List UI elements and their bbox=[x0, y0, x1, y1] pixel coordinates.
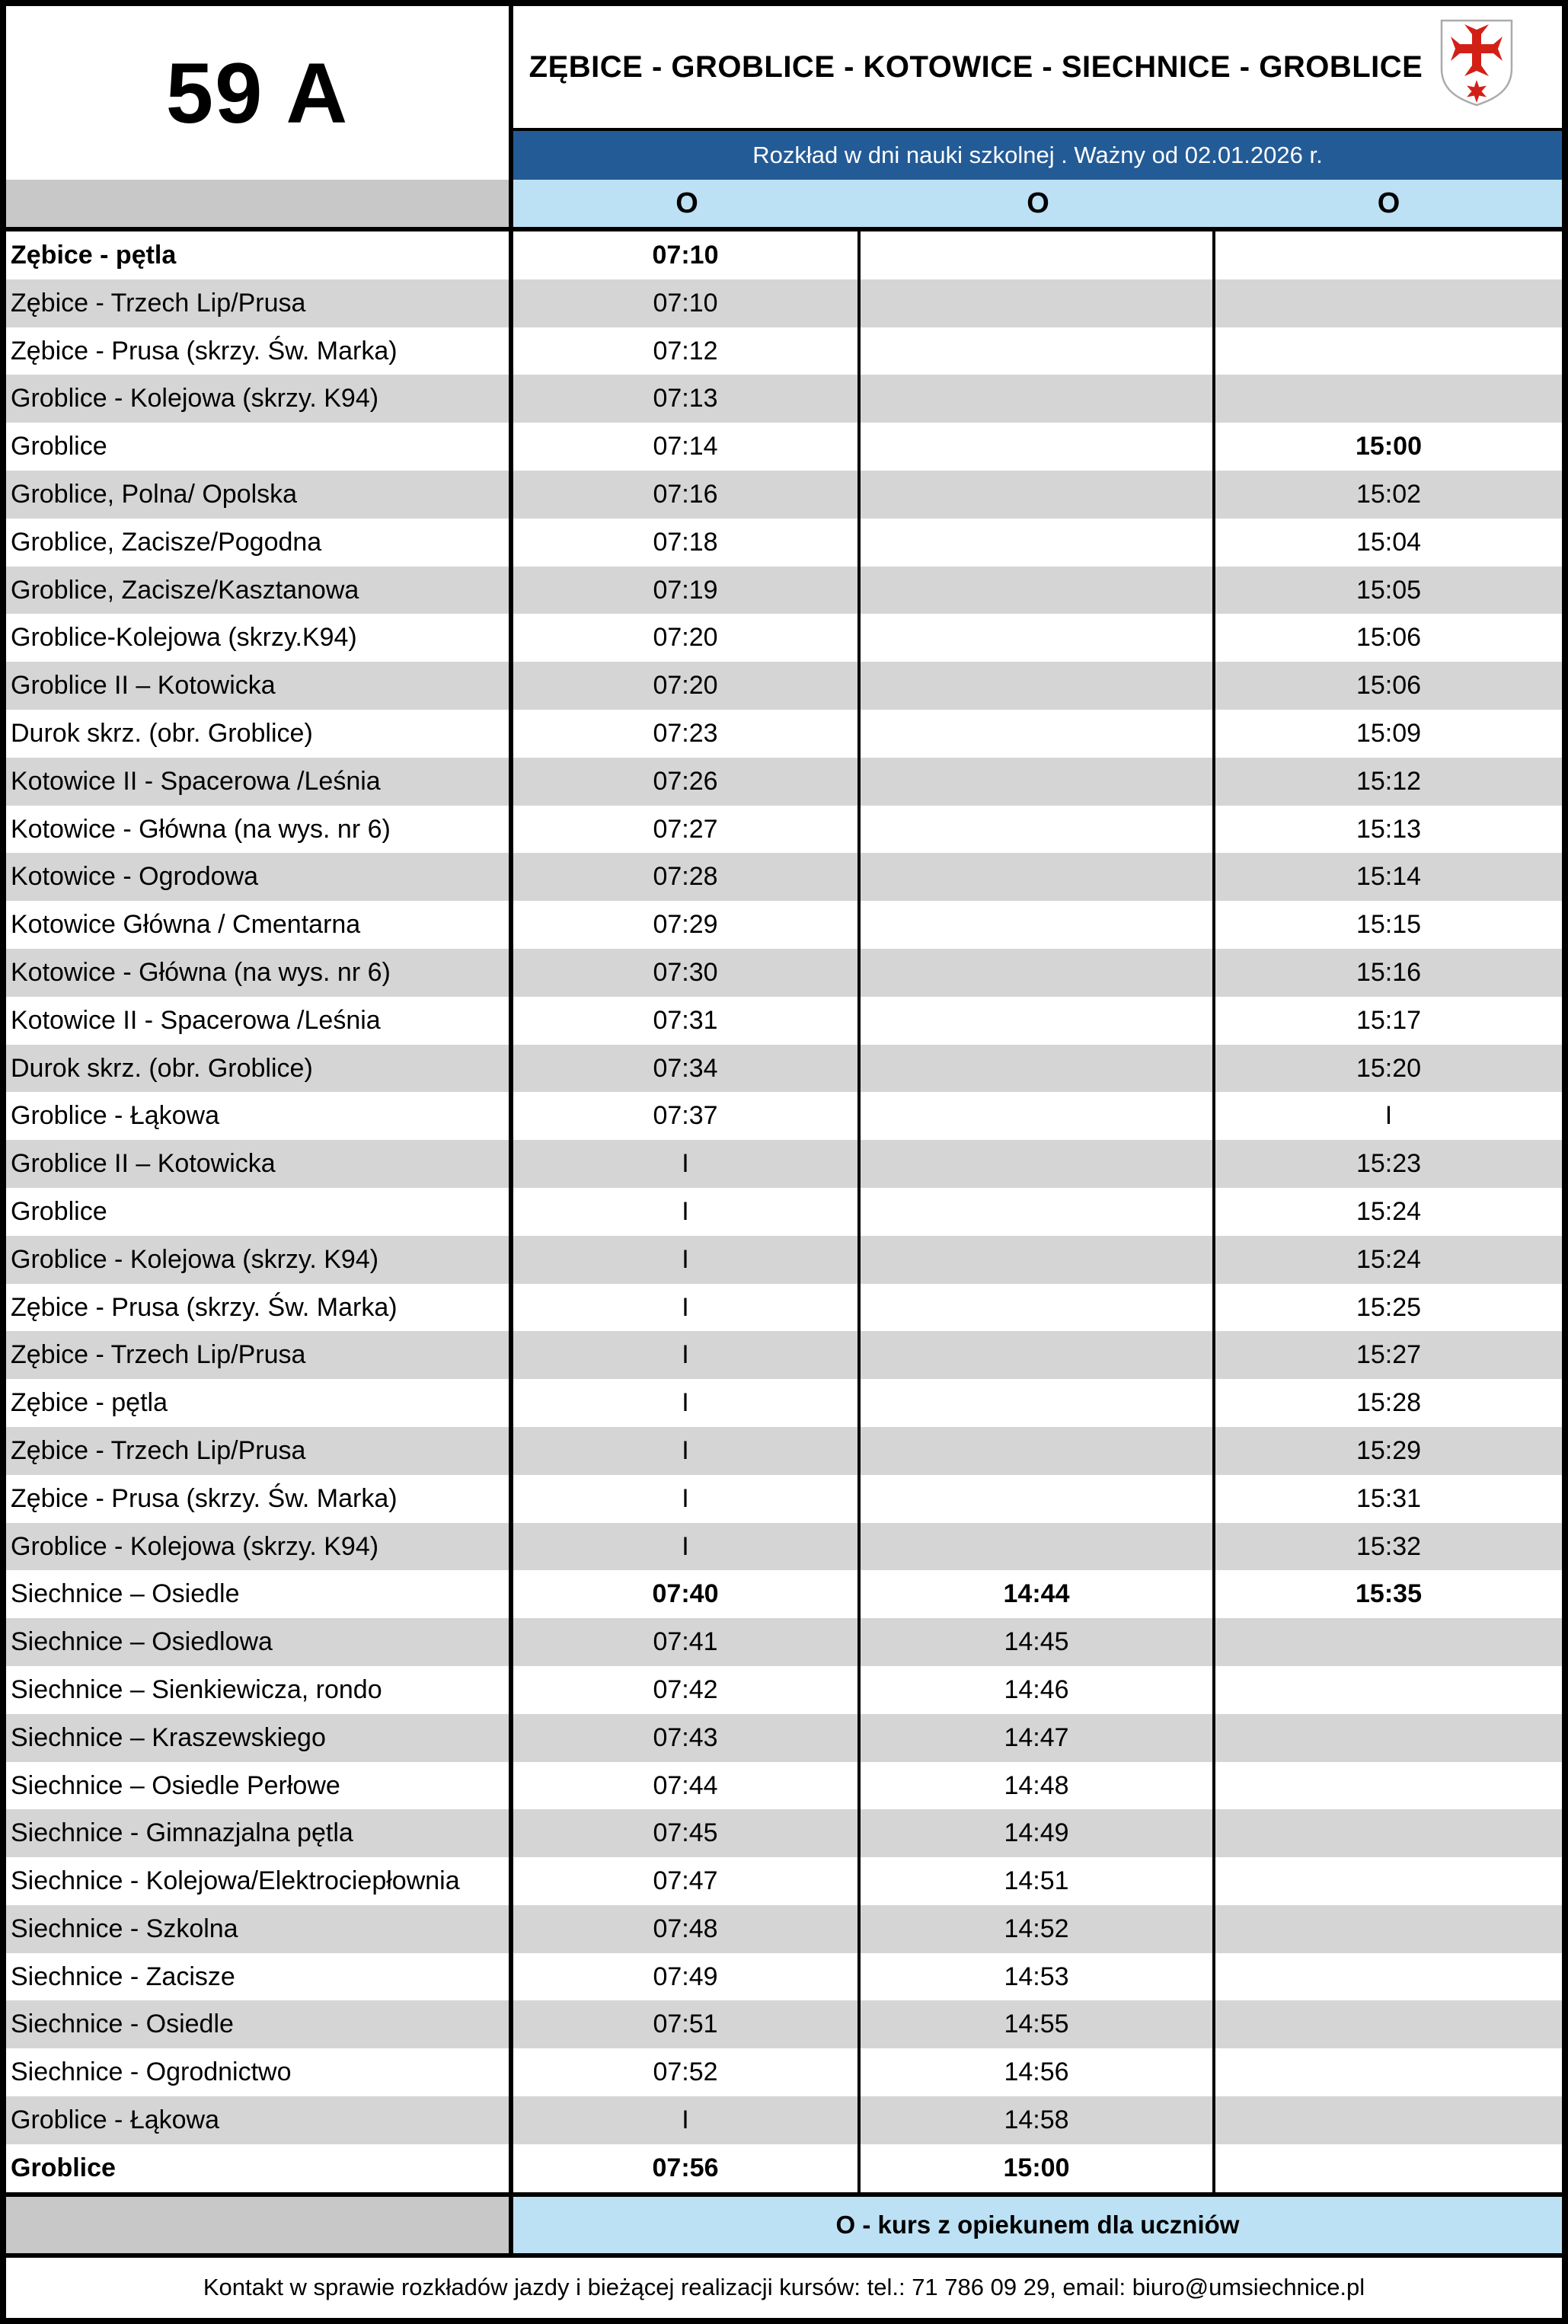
legend-corner-cell bbox=[6, 2197, 513, 2253]
time-cell-3: I bbox=[1384, 1101, 1393, 1131]
time-cell-2 bbox=[861, 1140, 1215, 1188]
time-cell-2: 14:56 bbox=[861, 2048, 1215, 2096]
stop-name-cell: Zębice - Prusa (skrzy. Św. Marka) bbox=[6, 1284, 513, 1332]
time-cell-2: 14:58 bbox=[861, 2096, 1215, 2144]
stop-name-cell: Siechnice - Zacisze bbox=[6, 1953, 513, 2001]
time-cell-1: I bbox=[513, 1523, 861, 1571]
time-cell-1: 07:27 bbox=[513, 806, 861, 854]
column-header-o-1: O bbox=[675, 187, 698, 219]
route-header bbox=[513, 6, 1562, 128]
time-cell-2 bbox=[861, 1188, 1215, 1236]
time-cell-3: 15:31 bbox=[1356, 1483, 1422, 1513]
time-cell-1: 07:19 bbox=[513, 567, 861, 615]
time-cell-3: 15:06 bbox=[1356, 671, 1422, 701]
stop-name-cell: Siechnice - Ogrodnictwo bbox=[6, 2048, 513, 2096]
time-cell-2 bbox=[861, 327, 1215, 375]
time-cell-1: 07:10 bbox=[513, 279, 861, 327]
stop-name-cell: Zębice - pętla bbox=[6, 1379, 513, 1427]
time-cell-2 bbox=[861, 806, 1215, 854]
time-cell-1: 07:52 bbox=[513, 2048, 861, 2096]
stop-name-cell: Groblice bbox=[6, 423, 513, 471]
stop-name-cell: Groblice - Kolejowa (skrzy. K94) bbox=[6, 1523, 513, 1571]
time-cell-3 bbox=[1215, 2144, 1562, 2192]
time-cell-2 bbox=[861, 1475, 1215, 1523]
stop-name-cell: Groblice bbox=[6, 2144, 513, 2192]
time-cell-2 bbox=[861, 1045, 1215, 1093]
time-cell-1: 07:28 bbox=[513, 853, 861, 901]
time-cell-3: 15:25 bbox=[1356, 1292, 1422, 1322]
time-cell-2: 15:00 bbox=[861, 2144, 1215, 2192]
time-cell-2 bbox=[861, 758, 1215, 806]
table-row bbox=[6, 2144, 1562, 2192]
table-row bbox=[6, 1379, 1562, 1427]
time-cell-2: 14:53 bbox=[861, 1953, 1215, 2001]
table-row bbox=[6, 2000, 1562, 2048]
title-block bbox=[6, 6, 1562, 180]
time-cell-2: 14:47 bbox=[861, 1714, 1215, 1762]
time-cell-1: I bbox=[513, 1236, 861, 1284]
table-row bbox=[6, 423, 1562, 471]
table-row bbox=[6, 2048, 1562, 2096]
time-cell-3 bbox=[1215, 1857, 1562, 1905]
time-cell-1: 07:10 bbox=[513, 231, 861, 279]
table-row bbox=[6, 853, 1562, 901]
time-cell-2 bbox=[861, 567, 1215, 615]
time-cell-1: 07:43 bbox=[513, 1714, 861, 1762]
time-cell-3: 15:29 bbox=[1356, 1435, 1422, 1465]
stop-name-cell: Groblice - Kolejowa (skrzy. K94) bbox=[6, 1236, 513, 1284]
time-cell-2: 14:55 bbox=[861, 2000, 1215, 2048]
contact-footer: Kontakt w sprawie rozkładów jazdy i bieżącej realizacji kursów: tel.: 71 786 09 29, email: biuro@umsiechnice.pl bbox=[6, 2253, 1562, 2318]
time-cell-1: 07:49 bbox=[513, 1953, 861, 2001]
time-cell-1: I bbox=[513, 1379, 861, 1427]
stop-name-cell: Durok skrz. (obr. Groblice) bbox=[6, 1045, 513, 1093]
time-cell-3: 15:35 bbox=[1356, 1579, 1422, 1609]
shield-crest-icon bbox=[1439, 18, 1515, 108]
table-row bbox=[6, 1092, 1562, 1140]
time-cell-2 bbox=[861, 1236, 1215, 1284]
table-row bbox=[6, 1140, 1562, 1188]
time-cell-1: 07:41 bbox=[513, 1618, 861, 1666]
table-row bbox=[6, 614, 1562, 662]
time-cell-3: 15:24 bbox=[1356, 1244, 1422, 1274]
time-cell-2: 14:44 bbox=[861, 1570, 1215, 1618]
time-cell-3 bbox=[1215, 2096, 1562, 2144]
time-cell-3 bbox=[1215, 375, 1562, 423]
line-number: 59 A bbox=[6, 6, 513, 180]
table-row bbox=[6, 1570, 1562, 1618]
column-header-o-3: O bbox=[1377, 187, 1400, 219]
time-cell-1: I bbox=[513, 1284, 861, 1332]
time-cell-1: 07:34 bbox=[513, 1045, 861, 1093]
time-cell-1: 07:29 bbox=[513, 901, 861, 949]
table-row bbox=[6, 806, 1562, 854]
table-row bbox=[6, 1523, 1562, 1571]
time-cell-3: 15:12 bbox=[1356, 766, 1422, 796]
time-cell-3: 15:06 bbox=[1356, 623, 1422, 653]
table-row bbox=[6, 1809, 1562, 1857]
siechnice-coat-of-arms-logo bbox=[1439, 18, 1515, 112]
stop-name-cell: Siechnice – Osiedlowa bbox=[6, 1618, 513, 1666]
time-cell-2 bbox=[861, 1379, 1215, 1427]
stop-name-cell: Zębice - Prusa (skrzy. Św. Marka) bbox=[6, 327, 513, 375]
table-row bbox=[6, 997, 1562, 1045]
table-row bbox=[6, 1762, 1562, 1810]
stop-name-cell: Groblice II – Kotowicka bbox=[6, 1140, 513, 1188]
table-row bbox=[6, 1857, 1562, 1905]
route-title: ZĘBICE - GROBLICE - KOTOWICE - SIECHNICE - GROBLICE bbox=[529, 49, 1423, 84]
stop-name-cell: Siechnice - Osiedle bbox=[6, 2000, 513, 2048]
time-cell-3 bbox=[1215, 1618, 1562, 1666]
time-cell-1: 07:56 bbox=[513, 2144, 861, 2192]
time-cell-2 bbox=[861, 423, 1215, 471]
stop-name-cell: Durok skrz. (obr. Groblice) bbox=[6, 710, 513, 758]
time-cell-1: I bbox=[513, 2096, 861, 2144]
time-cell-1: 07:14 bbox=[513, 423, 861, 471]
time-cell-3: 15:17 bbox=[1356, 1005, 1422, 1035]
stop-name-cell: Groblice bbox=[6, 1188, 513, 1236]
time-cell-1: 07:20 bbox=[513, 614, 861, 662]
table-row bbox=[6, 949, 1562, 997]
time-cell-1: 07:16 bbox=[513, 471, 861, 519]
stop-name-cell: Siechnice - Kolejowa/Elektrociepłownia bbox=[6, 1857, 513, 1905]
stop-name-cell: Groblice, Zacisze/Kasztanowa bbox=[6, 567, 513, 615]
time-cell-1: I bbox=[513, 1331, 861, 1379]
time-cell-2 bbox=[861, 519, 1215, 567]
table-row bbox=[6, 231, 1562, 279]
time-cell-2 bbox=[861, 901, 1215, 949]
time-cell-3 bbox=[1215, 1666, 1562, 1714]
table-row bbox=[6, 471, 1562, 519]
table-row bbox=[6, 1666, 1562, 1714]
time-cell-3: 15:24 bbox=[1356, 1196, 1422, 1226]
time-cell-1: 07:48 bbox=[513, 1905, 861, 1953]
table-row bbox=[6, 1188, 1562, 1236]
title-right-block bbox=[513, 6, 1562, 180]
time-cell-1: 07:42 bbox=[513, 1666, 861, 1714]
time-cell-3: 15:20 bbox=[1356, 1053, 1422, 1083]
time-cell-2 bbox=[861, 231, 1215, 279]
time-cell-1: 07:51 bbox=[513, 2000, 861, 2048]
table-row bbox=[6, 1714, 1562, 1762]
time-cell-3 bbox=[1215, 1762, 1562, 1810]
time-cell-1: 07:45 bbox=[513, 1809, 861, 1857]
time-cell-2: 14:45 bbox=[861, 1618, 1215, 1666]
stop-name-cell: Groblice - Łąkowa bbox=[6, 2096, 513, 2144]
stop-name-cell: Zębice - Trzech Lip/Prusa bbox=[6, 279, 513, 327]
time-cell-3: 15:09 bbox=[1356, 718, 1422, 748]
time-cell-3: 15:16 bbox=[1356, 957, 1422, 987]
table-row bbox=[6, 1475, 1562, 1523]
time-cell-2 bbox=[861, 1331, 1215, 1379]
time-cell-3: 15:15 bbox=[1356, 910, 1422, 940]
time-cell-3: 15:27 bbox=[1356, 1340, 1422, 1370]
time-cell-1: 07:12 bbox=[513, 327, 861, 375]
table-row bbox=[6, 758, 1562, 806]
table-row bbox=[6, 1618, 1562, 1666]
time-cell-3: 15:28 bbox=[1356, 1388, 1422, 1418]
stop-name-cell: Groblice-Kolejowa (skrzy.K94) bbox=[6, 614, 513, 662]
stop-name-cell: Siechnice – Osiedle Perłowe bbox=[6, 1762, 513, 1810]
time-cell-2 bbox=[861, 375, 1215, 423]
table-row bbox=[6, 2096, 1562, 2144]
time-cell-1: I bbox=[513, 1475, 861, 1523]
time-cell-3: 15:05 bbox=[1356, 575, 1422, 605]
stop-name-cell: Siechnice - Szkolna bbox=[6, 1905, 513, 1953]
stop-name-cell: Kotowice Główna / Cmentarna bbox=[6, 901, 513, 949]
column-header-band bbox=[513, 180, 1562, 227]
stop-name-cell: Kotowice - Główna (na wys. nr 6) bbox=[6, 949, 513, 997]
time-cell-3 bbox=[1215, 1809, 1562, 1857]
time-cell-1: 07:13 bbox=[513, 375, 861, 423]
time-cell-3: 15:04 bbox=[1356, 527, 1422, 557]
time-cell-2: 14:46 bbox=[861, 1666, 1215, 1714]
time-cell-3: 15:23 bbox=[1356, 1149, 1422, 1179]
table-row bbox=[6, 1953, 1562, 2001]
time-cell-3 bbox=[1215, 2048, 1562, 2096]
time-cell-1: 07:31 bbox=[513, 997, 861, 1045]
time-cell-2 bbox=[861, 949, 1215, 997]
time-cell-1: 07:20 bbox=[513, 662, 861, 710]
time-cell-3 bbox=[1215, 1905, 1562, 1953]
time-cell-2 bbox=[861, 853, 1215, 901]
stop-name-cell: Siechnice - Gimnazjalna pętla bbox=[6, 1809, 513, 1857]
stop-name-cell: Zębice - Trzech Lip/Prusa bbox=[6, 1427, 513, 1475]
time-cell-2 bbox=[861, 614, 1215, 662]
table-row bbox=[6, 567, 1562, 615]
time-cell-3 bbox=[1215, 327, 1562, 375]
table-row bbox=[6, 1427, 1562, 1475]
stop-name-cell: Siechnice – Osiedle bbox=[6, 1570, 513, 1618]
stop-name-cell: Kotowice II - Spacerowa /Leśnia bbox=[6, 997, 513, 1045]
time-cell-1: 07:18 bbox=[513, 519, 861, 567]
time-cell-2 bbox=[861, 710, 1215, 758]
time-cell-1: I bbox=[513, 1427, 861, 1475]
stop-name-cell: Groblice - Kolejowa (skrzy. K94) bbox=[6, 375, 513, 423]
time-cell-2 bbox=[861, 662, 1215, 710]
time-cell-3 bbox=[1215, 1953, 1562, 2001]
time-cell-1: 07:37 bbox=[513, 1092, 861, 1140]
time-cell-2 bbox=[861, 1523, 1215, 1571]
time-cell-2 bbox=[861, 279, 1215, 327]
stop-name-cell: Kotowice - Ogrodowa bbox=[6, 853, 513, 901]
time-cell-2: 14:52 bbox=[861, 1905, 1215, 1953]
table-row bbox=[6, 901, 1562, 949]
table-row bbox=[6, 1045, 1562, 1093]
table-row bbox=[6, 519, 1562, 567]
legend-note: O - kurs z opiekunem dla uczniów bbox=[513, 2197, 1562, 2253]
time-cell-2: 14:48 bbox=[861, 1762, 1215, 1810]
time-cell-1: 07:26 bbox=[513, 758, 861, 806]
time-cell-2 bbox=[861, 471, 1215, 519]
time-cell-1: 07:30 bbox=[513, 949, 861, 997]
stop-name-cell: Siechnice – Sienkiewicza, rondo bbox=[6, 1666, 513, 1714]
table-row bbox=[6, 1236, 1562, 1284]
column-header-corner-cell bbox=[6, 180, 513, 227]
table-row bbox=[6, 375, 1562, 423]
time-cell-2 bbox=[861, 1427, 1215, 1475]
timetable-rows bbox=[6, 231, 1562, 2192]
time-cell-2 bbox=[861, 997, 1215, 1045]
time-cell-3 bbox=[1215, 231, 1562, 279]
time-cell-1: 07:23 bbox=[513, 710, 861, 758]
stop-name-cell: Siechnice – Kraszewskiego bbox=[6, 1714, 513, 1762]
time-cell-1: I bbox=[513, 1140, 861, 1188]
time-cell-1: 07:47 bbox=[513, 1857, 861, 1905]
legend-row bbox=[6, 2192, 1562, 2253]
column-header-o-2: O bbox=[1027, 187, 1049, 219]
time-cell-3 bbox=[1215, 1714, 1562, 1762]
table-row bbox=[6, 279, 1562, 327]
stop-name-cell: Kotowice II - Spacerowa /Leśnia bbox=[6, 758, 513, 806]
table-row bbox=[6, 327, 1562, 375]
table-row bbox=[6, 1284, 1562, 1332]
time-cell-2: 14:51 bbox=[861, 1857, 1215, 1905]
time-cell-3: 15:13 bbox=[1356, 814, 1422, 844]
stop-name-cell: Kotowice - Główna (na wys. nr 6) bbox=[6, 806, 513, 854]
time-cell-3: 15:32 bbox=[1356, 1531, 1422, 1561]
table-row bbox=[6, 662, 1562, 710]
stop-name-cell: Groblice II – Kotowicka bbox=[6, 662, 513, 710]
table-row bbox=[6, 710, 1562, 758]
time-cell-1: 07:44 bbox=[513, 1762, 861, 1810]
stop-name-cell: Zębice - Prusa (skrzy. Św. Marka) bbox=[6, 1475, 513, 1523]
table-row bbox=[6, 1331, 1562, 1379]
stop-name-cell: Groblice - Łąkowa bbox=[6, 1092, 513, 1140]
stop-name-cell: Zębice - Trzech Lip/Prusa bbox=[6, 1331, 513, 1379]
time-cell-2 bbox=[861, 1284, 1215, 1332]
time-cell-2 bbox=[861, 1092, 1215, 1140]
stop-name-cell: Zębice - pętla bbox=[6, 231, 513, 279]
time-cell-3 bbox=[1215, 279, 1562, 327]
time-cell-3: 15:02 bbox=[1356, 479, 1422, 509]
validity-banner: Rozkład w dni nauki szkolnej . Ważny od 02.01.2026 r. bbox=[513, 128, 1562, 180]
time-cell-3: 15:00 bbox=[1356, 432, 1422, 461]
time-cell-1: 07:40 bbox=[513, 1570, 861, 1618]
table-row bbox=[6, 1905, 1562, 1953]
time-cell-3: 15:14 bbox=[1356, 862, 1422, 892]
column-header-row bbox=[6, 180, 1562, 231]
time-cell-1: I bbox=[513, 1188, 861, 1236]
stop-name-cell: Groblice, Zacisze/Pogodna bbox=[6, 519, 513, 567]
time-cell-3 bbox=[1215, 2000, 1562, 2048]
time-cell-2: 14:49 bbox=[861, 1809, 1215, 1857]
stop-name-cell: Groblice, Polna/ Opolska bbox=[6, 471, 513, 519]
